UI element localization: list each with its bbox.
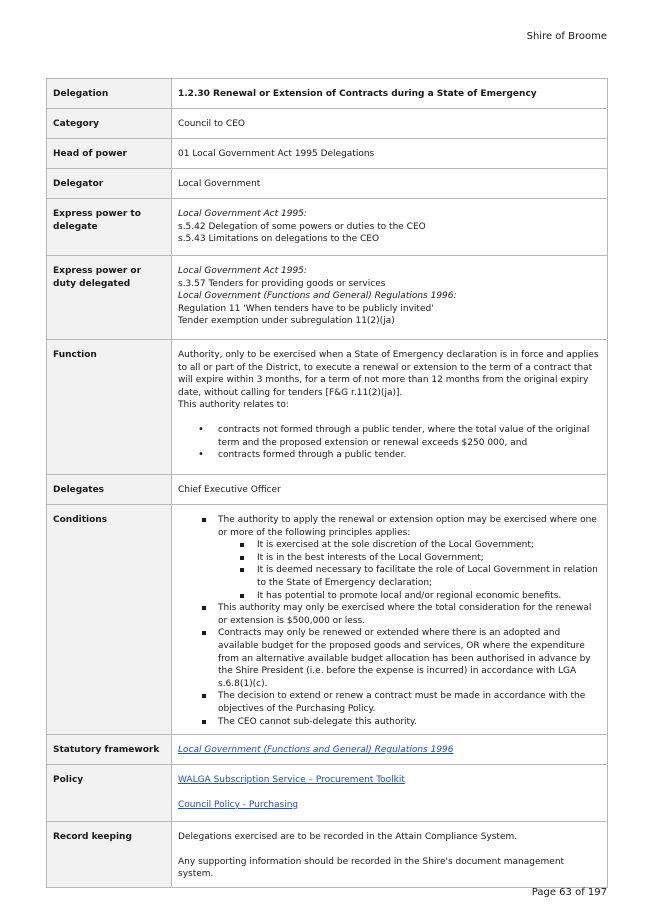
row-value: 1.2.30 Renewal or Extension of Contracts during a State of Emergency (172, 79, 608, 109)
table-row (47, 735, 608, 765)
row-value (172, 199, 608, 256)
row-value: Local Government (172, 169, 608, 199)
row-label: Delegator (47, 169, 172, 199)
regulation-line: Regulation 11 'When tenders have to be publicly invited' (178, 303, 434, 314)
record-line: Delegations exercised are to be recorded in the Attain Compliance System. (178, 832, 518, 843)
list-item: This authority may only be exercised where the total consideration for the renewal or extension is $500,000 or less. (178, 602, 601, 627)
list-item: • contracts formed through a public tender. (178, 449, 601, 462)
row-value: Chief Executive Officer (172, 475, 608, 505)
statutory-link[interactable]: Local Government (Functions and General) Regulations 1996 (178, 745, 454, 756)
row-value (172, 735, 608, 765)
row-label: Policy (47, 765, 172, 822)
section-line: s.5.42 Delegation of some powers or duties to the CEO (178, 221, 426, 232)
row-label: Statutory framework (47, 735, 172, 765)
row-label: Record keeping (47, 822, 172, 888)
row-label: Category (47, 109, 172, 139)
act-name: Local Government Act 1995: (178, 266, 307, 276)
row-label: Delegates (47, 475, 172, 505)
row-value (172, 340, 608, 475)
delegation-table (46, 78, 608, 888)
sub-list-item: It has potential to promote local and/or regional economic benefits. (178, 590, 601, 603)
table-row (47, 475, 608, 505)
list-item: The decision to extend or renew a contract must be made in accordance with the objectives of the Purchasing Policy. (178, 690, 601, 715)
table-row (47, 79, 608, 109)
record-line: Any supporting information should be recorded in the Shire's document management system. (178, 856, 565, 880)
table-row (47, 765, 608, 822)
walga-toolkit-link[interactable]: WALGA Subscription Service – Procurement Toolkit (178, 775, 405, 786)
table-row (47, 340, 608, 475)
row-label: Conditions (47, 505, 172, 735)
sub-list-item: It is exercised at the sole discretion of the Local Government; (178, 539, 601, 552)
purchasing-policy-link[interactable]: Council Policy - Purchasing (178, 799, 299, 810)
table-row (47, 139, 608, 169)
regulations-name: Local Government (Functions and General) Regulations 1996: (178, 291, 457, 302)
table-row (47, 256, 608, 340)
row-label: Delegation (47, 79, 172, 109)
row-value (172, 256, 608, 340)
row-value (172, 505, 608, 735)
row-value: 01 Local Government Act 1995 Delegations (172, 139, 608, 169)
table-row (47, 109, 608, 139)
section-line: s.5.43 Limitations on delegations to the CEO (178, 234, 380, 245)
header-org: Shire of Broome (526, 31, 607, 42)
function-relates: This authority relates to: (178, 400, 289, 411)
row-value (172, 822, 608, 888)
table-row (47, 505, 608, 735)
table-row (47, 199, 608, 256)
page-number: Page 63 of 197 (531, 887, 607, 898)
row-label: Head of power (47, 139, 172, 169)
list-item: The authority to apply the renewal or extension option may be exercised where one or more of the following principles applies: (178, 514, 601, 539)
list-item: Contracts may only be renewed or extended where there is an adopted and available budget for the proposed goods and services, OR where the expenditure from an alternative available budget allocation has been authorised in advance by the Shire President (i.e. before the expense is incurred) in accordance with LGA s.6.8(1)(c). (178, 627, 601, 690)
function-list (178, 424, 601, 462)
sub-list-item: It is in the best interests of the Local Government; (178, 552, 601, 565)
function-paragraph: Authority, only to be exercised when a State of Emergency declaration is in force and applies to all or part of the District, to execute a renewal or extension to the term of a contract that will expire within 3 months, for a term of not more than 12 months from the original expiry date, without calling for tenders [F&G r.11(2)(ja)]. (178, 350, 599, 398)
table-row (47, 822, 608, 888)
row-value (172, 765, 608, 822)
regulation-line: Tender exemption under subregulation 11(2)(ja) (178, 316, 395, 327)
row-label: Function (47, 340, 172, 475)
conditions-list (178, 514, 601, 728)
list-item: The CEO cannot sub-delegate this authority. (178, 716, 601, 729)
section-line: s.3.57 Tenders for providing goods or services (178, 278, 386, 289)
act-name: Local Government Act 1995: (178, 209, 307, 219)
row-label: Express power to delegate (47, 199, 172, 256)
row-label: Express power or duty delegated (47, 256, 172, 340)
list-item: • contracts not formed through a public tender, where the total value of the original term and the proposed extension or renewal exceeds $250 000, and (178, 424, 601, 449)
table-row (47, 169, 608, 199)
sub-list-item: It is deemed necessary to facilitate the role of Local Government in relation to the State of Emergency declaration; (178, 564, 601, 589)
row-value: Council to CEO (172, 109, 608, 139)
